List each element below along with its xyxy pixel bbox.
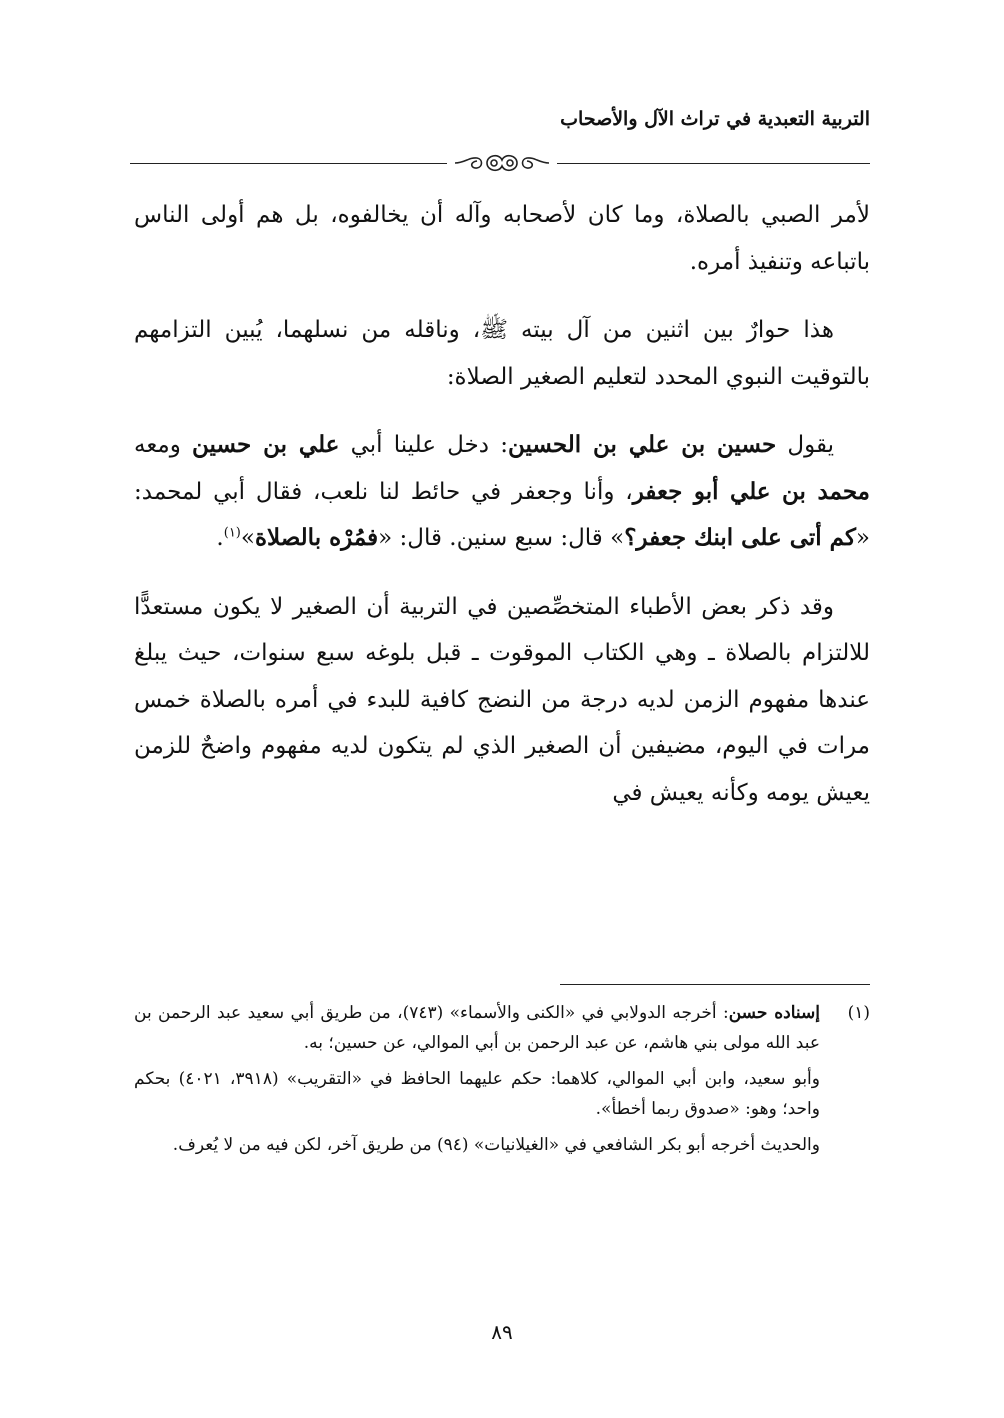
p3-text-7: . [216,525,224,551]
p3-bold-3: محمد بن علي أبو جعفر [632,477,870,505]
p3-text-5: » قال: سبع سنين. قال: « [378,525,625,551]
footnote-number: (١) [847,1003,870,1023]
paragraph-2: هذا حوارٌ بين اثنين من آل بيته ﷺ، وناقله من نسلهما، يُبين التزامهم بالتوقيت النبوي المحدد لتعليم الصغير الصلاة: [134,317,870,390]
p3-text-6: » [240,525,255,551]
footnote-para-2: وأبو سعيد، وابن أبي الموالي، كلاهما: حكم عليهما الحافظ في «التقريب» (٣٩١٨، ٤٠٢١) بحكم واحد؛ وهو: «صدوق ربما أخطأ». [134,1069,820,1119]
p3-text-2: : دخل علينا أبي [339,432,508,458]
footnote-ref[interactable]: (١) [223,525,241,541]
page-number: ٨٩ [491,1320,513,1344]
p3-text-3: ومعه [134,432,193,458]
paragraph-1: لأمر الصبي بالصلاة، وما كان لأصحابه وآله أن يخالفوه، بل هم أولى الناس باتباعه وتنفيذ أمره. [134,202,870,275]
footnote-rule [560,984,870,985]
p3-bold-4: كم أتى على ابنك جعفر؟ [624,524,856,551]
p3-text-1: يقول [776,432,834,458]
footnote-bold: إسناده حسن [728,1003,820,1023]
ornament-icon [447,148,557,178]
footnote-text-1: : أخرجه الدولابي في «الكنى والأسماء» (٧٤٣)، من طريق أبي سعيد عبد الرحمن بن عبد الله مولى بني هاشم، عن عبد الرحمن بن أبي الموالي، عن حسين؛ به. [134,1003,820,1053]
footnote-para-1 [134,998,820,1058]
p3-bold-1: حسين بن علي بن الحسين [507,431,777,458]
footnote-1 [134,998,870,1166]
footnotes [134,998,870,1170]
ornament-svg [447,148,557,178]
paragraph-4: وقد ذكر بعض الأطباء المتخصِّصين في التربية أن الصغير لا يكون مستعدًّا للالتزام بالصلاة ـ وهي الكتاب الموقوت ـ قبل بلوغه سبع سنوات، حيث يبلغ عندها مفهوم الزمن لديه درجة من النضج كافية للبدء في أمره بالصلاة خمس مرات في اليوم، مضيفين أن الصغير الذي لم يتكون لديه مفهوم واضحٌ للزمن يعيش يومه وكأنه يعيش في [134,593,870,806]
p3-text-4: ، وأنا وجعفر في حائط لنا نلعب، فقال أبي لمحمد: « [134,478,870,551]
main-text [134,192,870,838]
running-title: التربية التعبدية في تراث الآل والأصحاب [560,108,870,130]
footnote-body [134,998,820,1166]
p3-bold-5: فمُرْه بالصلاة [254,524,379,551]
footnote-para-3: والحديث أخرجه أبو بكر الشافعي في «الغيلانيات» (٩٤) من طريق آخر، لكن فيه من لا يُعرف. [172,1135,820,1155]
paragraph-3 [134,422,870,562]
p3-bold-2: علي بن حسين [192,431,340,458]
